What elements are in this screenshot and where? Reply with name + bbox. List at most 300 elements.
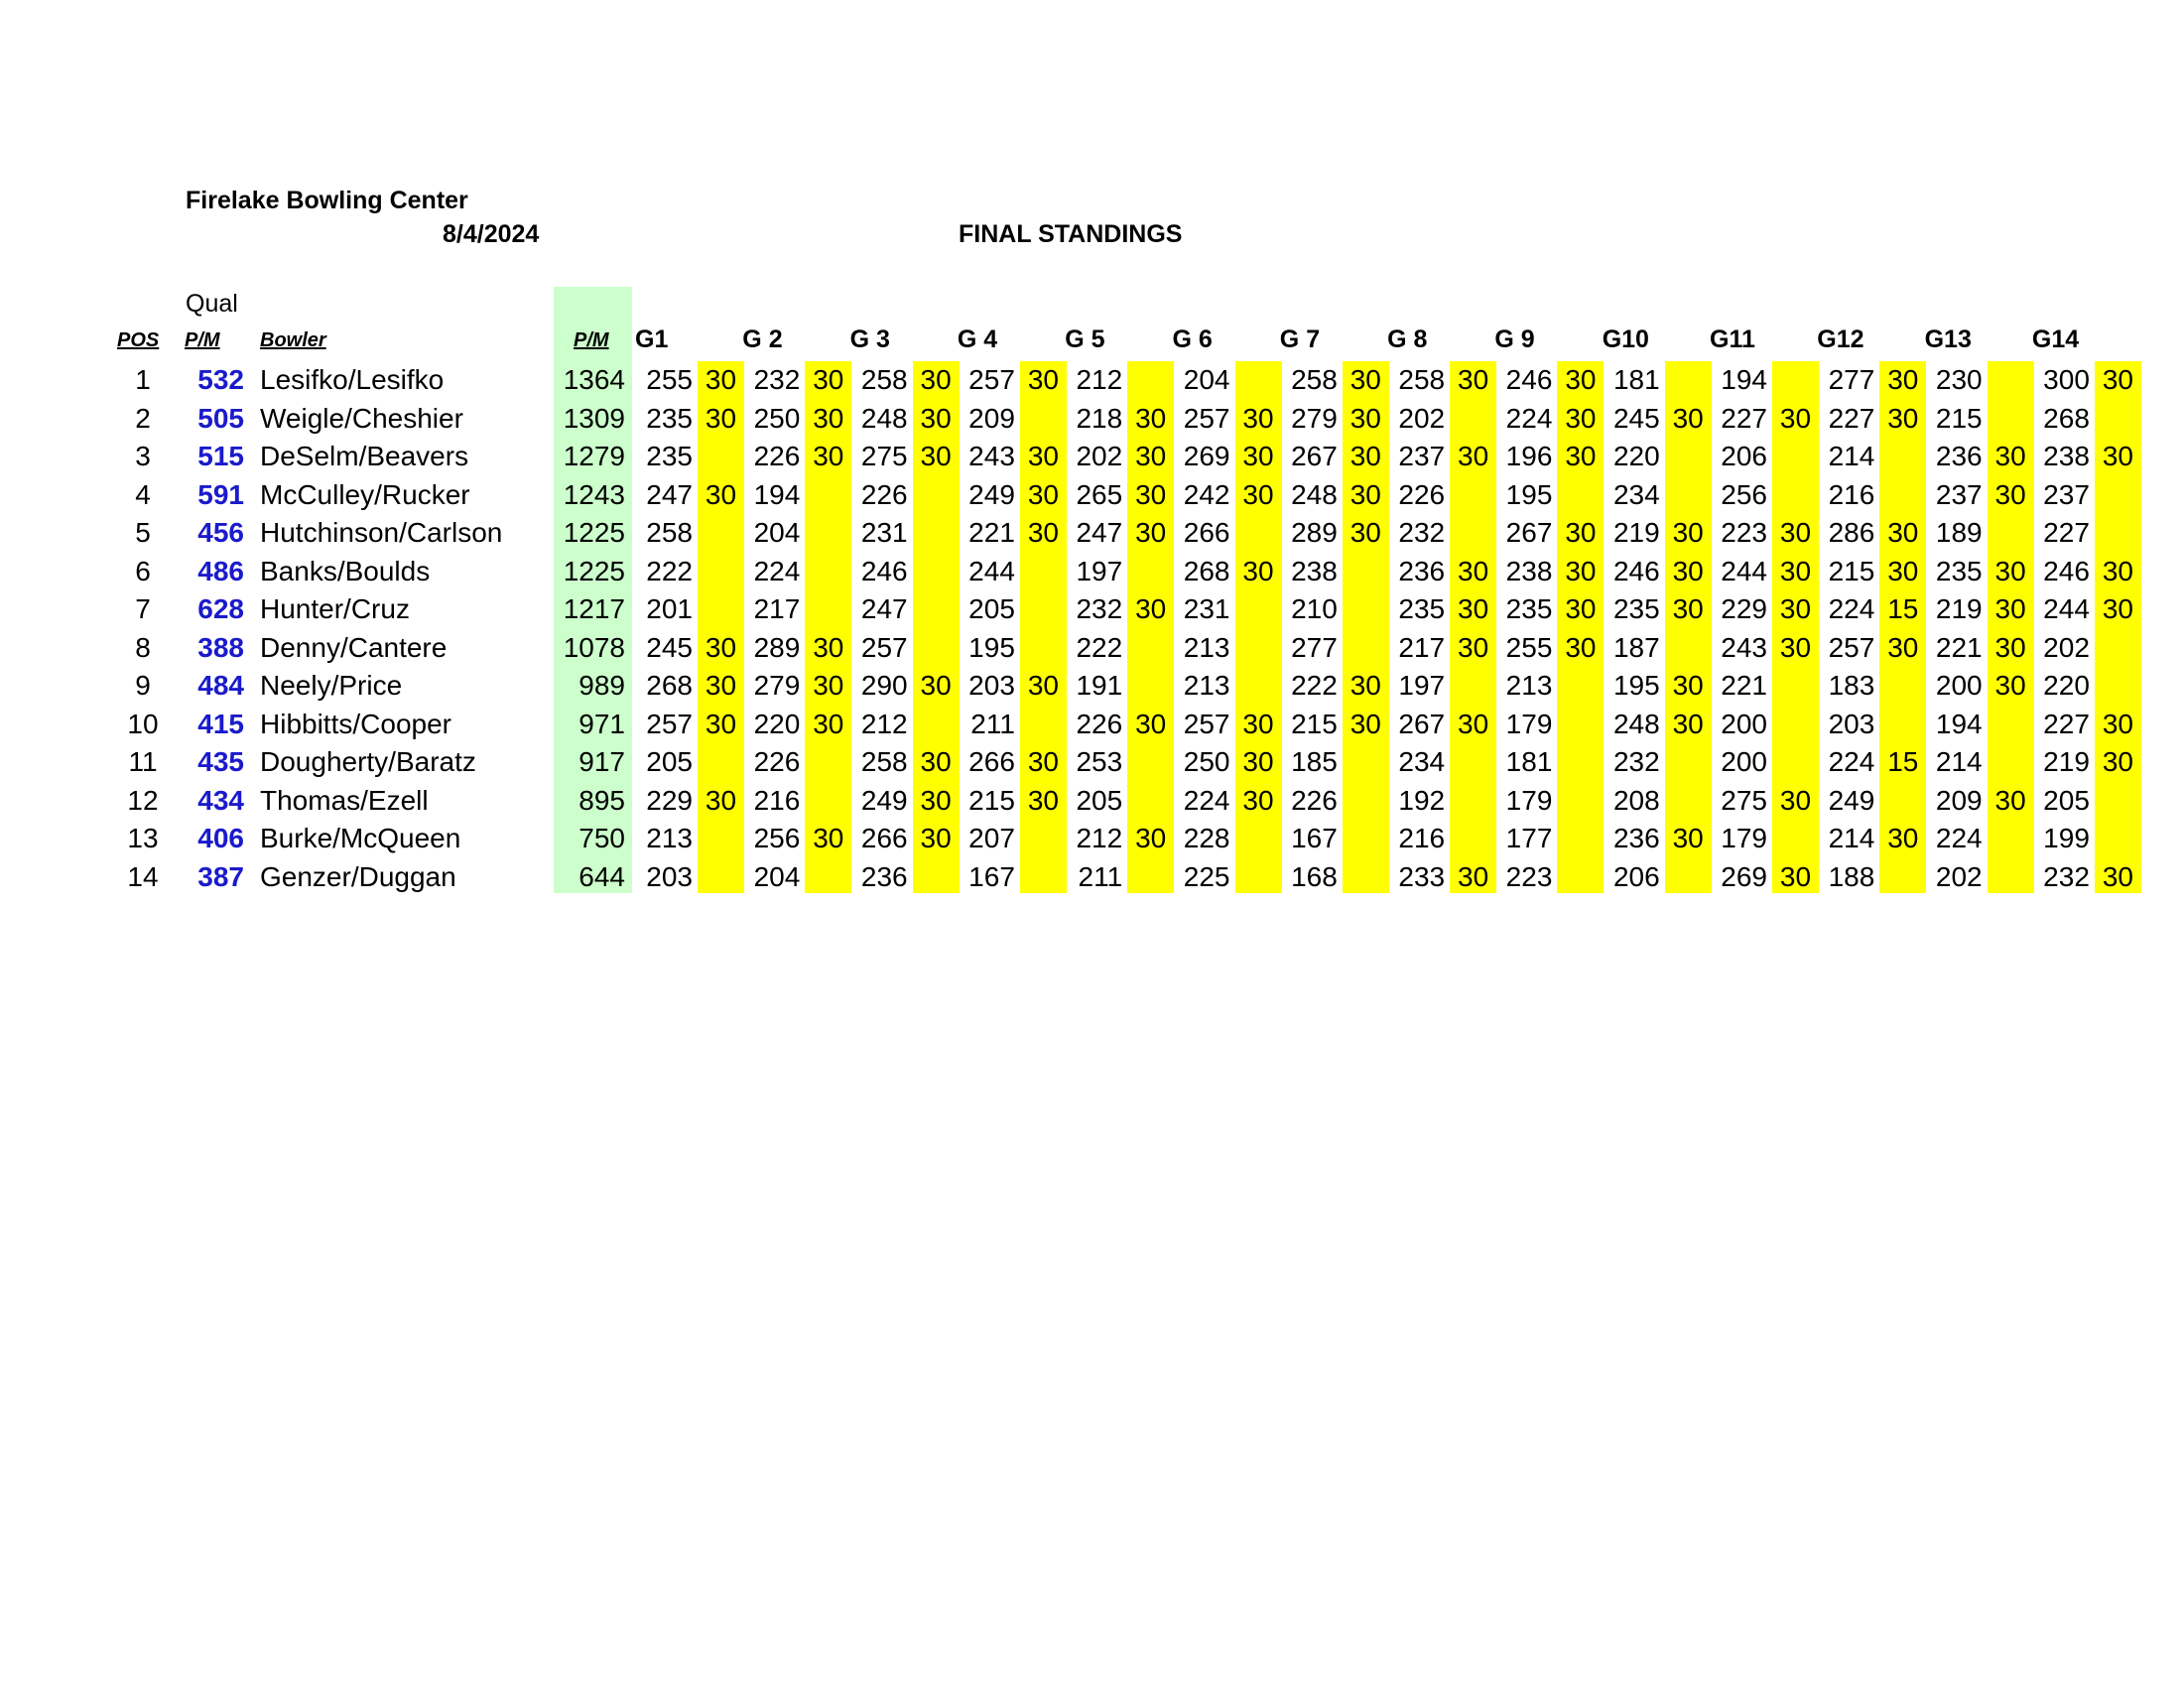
game-score: 191 [1076, 670, 1123, 701]
game-bonus: 30 [1027, 478, 1059, 510]
game-bonus: 30 [1779, 593, 1812, 624]
game-bonus: 30 [1135, 517, 1167, 548]
game-score: 267 [1505, 517, 1553, 548]
game-score: 279 [753, 670, 801, 701]
game-score: 277 [1291, 631, 1338, 663]
game-score: 185 [1291, 746, 1338, 777]
game-score: 249 [968, 478, 1015, 510]
game-score: 224 [1935, 823, 1983, 853]
row-total-pm: 1364 [563, 364, 625, 395]
game-bonus: 30 [2102, 364, 2133, 395]
game-score: 257 [968, 364, 1015, 395]
game-score: 194 [753, 478, 801, 510]
game-score: 179 [1505, 708, 1553, 739]
row-total-pm: 1309 [563, 402, 625, 434]
game-bonus: 30 [705, 364, 737, 395]
game-header: G 9 [1494, 325, 1535, 353]
game-score: 204 [753, 517, 801, 548]
game-score: 221 [968, 517, 1015, 548]
game-score: 221 [1721, 670, 1767, 701]
game-score: 234 [1612, 478, 1660, 510]
row-position: 1 [135, 364, 151, 395]
row-bowler-name: DeSelm/Beavers [260, 441, 469, 471]
game-header: G 6 [1172, 325, 1213, 353]
row-bowler-name: Weigle/Cheshier [260, 402, 463, 434]
game-score: 205 [2043, 784, 2090, 816]
game-score: 206 [1612, 860, 1660, 892]
row-bowler-name: Banks/Boulds [260, 555, 431, 586]
table-row [0, 782, 2184, 821]
table-row [0, 858, 2184, 897]
row-position: 13 [127, 823, 159, 853]
game-score: 243 [1721, 631, 1767, 663]
game-score: 224 [753, 555, 801, 586]
game-score: 213 [1183, 670, 1230, 701]
game-bonus: 30 [1458, 860, 1489, 892]
game-score: 227 [2043, 708, 2090, 739]
game-score: 249 [860, 784, 908, 816]
game-header: G 5 [1065, 325, 1105, 353]
game-score: 222 [1291, 670, 1338, 701]
game-bonus: 30 [1887, 517, 1919, 548]
game-bonus: 30 [1565, 441, 1597, 471]
game-bonus: 30 [2102, 860, 2133, 892]
game-bonus: 30 [1565, 517, 1597, 548]
game-header: G1 [635, 325, 669, 353]
game-score: 212 [1076, 364, 1123, 395]
row-bowler-name: Dougherty/Baratz [260, 746, 476, 777]
header-total-pm: P/M [574, 329, 609, 351]
game-score: 201 [646, 593, 693, 624]
game-bonus: 30 [813, 364, 844, 395]
game-score: 253 [1076, 746, 1123, 777]
row-qual-pm: 434 [197, 784, 244, 816]
row-qual-pm: 435 [197, 746, 244, 777]
header-pos: POS [117, 329, 160, 351]
table-row [0, 438, 2184, 476]
game-bonus: 30 [1242, 478, 1274, 510]
game-bonus: 30 [1349, 441, 1381, 471]
row-position: 2 [135, 402, 151, 434]
game-bonus: 30 [1242, 784, 1274, 816]
game-score: 232 [2043, 860, 2090, 892]
game-score: 228 [1183, 823, 1230, 853]
row-bowler-name: Hunter/Cruz [260, 593, 410, 624]
game-score: 181 [1505, 746, 1553, 777]
game-bonus: 30 [1994, 441, 2026, 471]
game-score: 226 [1291, 784, 1338, 816]
game-bonus: 30 [920, 823, 952, 853]
row-total-pm: 1078 [563, 631, 625, 663]
game-bonus: 30 [1242, 441, 1274, 471]
game-score: 244 [1721, 555, 1767, 586]
game-score: 226 [1076, 708, 1123, 739]
row-total-pm: 750 [578, 823, 625, 853]
game-bonus: 30 [705, 631, 737, 663]
row-position: 10 [127, 708, 159, 739]
game-score: 238 [1505, 555, 1553, 586]
game-score: 236 [1612, 823, 1660, 853]
game-score: 257 [1183, 708, 1230, 739]
game-bonus: 30 [1887, 823, 1919, 853]
game-score: 249 [1828, 784, 1875, 816]
game-score: 247 [646, 478, 693, 510]
game-bonus: 30 [1994, 784, 2026, 816]
game-score: 189 [1935, 517, 1983, 548]
header-bowler: Bowler [260, 329, 326, 351]
game-score: 257 [1183, 402, 1230, 434]
game-bonus: 30 [1779, 555, 1812, 586]
game-score: 300 [2043, 364, 2090, 395]
game-bonus: 30 [705, 670, 737, 701]
game-score: 235 [646, 402, 693, 434]
game-bonus: 30 [1779, 402, 1812, 434]
game-score: 248 [1291, 478, 1338, 510]
game-score: 289 [1291, 517, 1338, 548]
game-score: 255 [1505, 631, 1553, 663]
row-bowler-name: Thomas/Ezell [260, 784, 429, 816]
game-score: 216 [1398, 823, 1446, 853]
game-score: 225 [1183, 860, 1230, 892]
game-score: 214 [1828, 823, 1875, 853]
game-score: 257 [1828, 631, 1875, 663]
table-row [0, 706, 2184, 744]
game-score: 214 [1828, 441, 1875, 471]
game-score: 235 [1505, 593, 1553, 624]
game-score: 213 [1183, 631, 1230, 663]
game-bonus: 30 [1779, 631, 1812, 663]
game-score: 235 [1935, 555, 1983, 586]
game-bonus: 30 [1135, 708, 1167, 739]
game-bonus: 30 [1779, 784, 1812, 816]
game-score: 204 [1183, 364, 1230, 395]
game-bonus: 30 [1672, 555, 1704, 586]
game-score: 202 [1398, 402, 1446, 434]
game-score: 245 [1612, 402, 1660, 434]
game-score: 167 [1291, 823, 1338, 853]
game-bonus: 30 [1349, 708, 1381, 739]
game-header: G11 [1710, 325, 1755, 353]
row-bowler-name: Denny/Cantere [260, 631, 448, 663]
game-bonus: 30 [813, 402, 844, 434]
game-score: 236 [1935, 441, 1983, 471]
game-bonus: 30 [1887, 555, 1919, 586]
game-bonus: 30 [920, 784, 952, 816]
game-score: 256 [753, 823, 801, 853]
game-score: 250 [753, 402, 801, 434]
game-score: 257 [646, 708, 693, 739]
row-qual-pm: 515 [197, 441, 244, 471]
game-bonus: 30 [813, 823, 844, 853]
game-score: 247 [860, 593, 908, 624]
game-score: 209 [968, 402, 1015, 434]
row-position: 9 [135, 670, 151, 701]
game-score: 199 [2043, 823, 2090, 853]
row-qual-pm: 486 [197, 555, 244, 586]
game-score: 258 [860, 746, 908, 777]
game-score: 200 [1935, 670, 1983, 701]
game-score: 258 [1398, 364, 1446, 395]
game-bonus: 30 [813, 708, 844, 739]
game-score: 211 [970, 708, 1015, 739]
game-score: 187 [1612, 631, 1660, 663]
table-row [0, 629, 2184, 668]
game-score: 227 [1828, 402, 1875, 434]
game-score: 212 [860, 708, 908, 739]
game-bonus: 30 [920, 402, 952, 434]
row-bowler-name: Hibbitts/Cooper [260, 708, 451, 739]
game-score: 222 [1076, 631, 1123, 663]
game-bonus: 30 [1887, 402, 1919, 434]
game-bonus: 30 [1887, 364, 1919, 395]
game-bonus: 30 [1458, 708, 1489, 739]
game-score: 243 [968, 441, 1015, 471]
game-score: 231 [860, 517, 908, 548]
game-score: 206 [1721, 441, 1767, 471]
game-score: 238 [2043, 441, 2090, 471]
game-score: 223 [1505, 860, 1553, 892]
game-score: 244 [2043, 593, 2090, 624]
game-score: 256 [1721, 478, 1767, 510]
game-bonus: 30 [1994, 555, 2026, 586]
game-bonus: 30 [1672, 517, 1704, 548]
row-position: 6 [135, 555, 151, 586]
game-header: G12 [1817, 325, 1864, 353]
game-score: 289 [753, 631, 801, 663]
game-bonus: 30 [1565, 402, 1597, 434]
game-score: 258 [646, 517, 693, 548]
game-bonus: 30 [1027, 364, 1059, 395]
row-bowler-name: Hutchinson/Carlson [260, 517, 503, 548]
game-bonus: 30 [1779, 860, 1812, 892]
game-score: 266 [968, 746, 1015, 777]
game-score: 215 [1935, 402, 1983, 434]
game-score: 234 [1398, 746, 1446, 777]
game-bonus: 30 [1779, 517, 1812, 548]
table-row [0, 743, 2184, 782]
game-score: 235 [1612, 593, 1660, 624]
row-qual-pm: 505 [197, 402, 244, 434]
game-bonus: 30 [1672, 593, 1704, 624]
game-score: 194 [1935, 708, 1983, 739]
game-score: 244 [968, 555, 1015, 586]
game-bonus: 30 [1135, 402, 1167, 434]
game-score: 203 [646, 860, 693, 892]
game-score: 229 [646, 784, 693, 816]
game-score: 235 [1398, 593, 1446, 624]
game-bonus: 30 [1027, 517, 1059, 548]
game-score: 226 [753, 441, 801, 471]
game-score: 267 [1291, 441, 1338, 471]
game-bonus: 30 [1242, 402, 1274, 434]
game-score: 219 [2043, 746, 2090, 777]
row-position: 5 [135, 517, 151, 548]
game-bonus: 30 [1135, 823, 1167, 853]
game-score: 258 [860, 364, 908, 395]
game-bonus: 30 [1565, 555, 1597, 586]
game-score: 224 [1183, 784, 1230, 816]
event-date: 8/4/2024 [443, 220, 540, 248]
game-header: G 3 [849, 325, 890, 353]
game-score: 246 [860, 555, 908, 586]
game-score: 224 [1505, 402, 1553, 434]
game-bonus: 30 [920, 670, 952, 701]
game-score: 204 [753, 860, 801, 892]
table-row [0, 590, 2184, 629]
game-score: 226 [753, 746, 801, 777]
game-score: 205 [1076, 784, 1123, 816]
game-header: G 7 [1279, 325, 1321, 353]
game-score: 238 [1291, 555, 1338, 586]
game-score: 237 [1398, 441, 1446, 471]
game-bonus: 30 [920, 441, 952, 471]
game-bonus: 30 [1349, 670, 1381, 701]
table-row [0, 667, 2184, 706]
row-total-pm: 989 [578, 670, 625, 701]
game-score: 235 [646, 441, 693, 471]
row-bowler-name: Neely/Price [260, 670, 403, 701]
game-header: G 4 [957, 325, 998, 353]
game-score: 202 [1076, 441, 1123, 471]
game-bonus: 30 [1672, 708, 1704, 739]
game-bonus: 15 [1887, 746, 1919, 777]
game-bonus: 30 [1135, 478, 1167, 510]
game-score: 265 [1076, 478, 1123, 510]
game-bonus: 30 [813, 441, 844, 471]
game-score: 195 [1505, 478, 1553, 510]
game-header: G14 [2031, 325, 2080, 353]
game-score: 247 [1076, 517, 1123, 548]
row-total-pm: 1225 [563, 517, 625, 548]
game-score: 224 [1828, 593, 1875, 624]
game-bonus: 30 [1672, 823, 1704, 853]
game-score: 279 [1291, 402, 1338, 434]
game-bonus: 30 [1565, 364, 1597, 395]
game-score: 268 [646, 670, 693, 701]
game-score: 195 [1612, 670, 1660, 701]
game-score: 216 [1828, 478, 1875, 510]
game-bonus: 30 [1672, 402, 1704, 434]
game-score: 231 [1183, 593, 1230, 624]
game-bonus: 30 [2102, 593, 2133, 624]
game-score: 217 [753, 593, 801, 624]
game-bonus: 30 [1458, 441, 1489, 471]
game-score: 267 [1398, 708, 1446, 739]
game-bonus: 30 [1349, 517, 1381, 548]
page-title: FINAL STANDINGS [959, 220, 1183, 248]
game-bonus: 30 [705, 784, 737, 816]
game-score: 213 [646, 823, 693, 853]
game-score: 209 [1935, 784, 1983, 816]
game-score: 223 [1721, 517, 1767, 548]
game-score: 203 [1828, 708, 1875, 739]
game-bonus: 30 [705, 402, 737, 434]
game-header: G10 [1602, 325, 1649, 353]
row-qual-pm: 628 [197, 593, 244, 624]
game-score: 246 [1505, 364, 1553, 395]
game-score: 192 [1398, 784, 1446, 816]
game-score: 277 [1828, 364, 1875, 395]
game-bonus: 30 [1994, 631, 2026, 663]
game-score: 220 [2043, 670, 2090, 701]
game-score: 227 [2043, 517, 2090, 548]
game-bonus: 30 [1027, 441, 1059, 471]
game-score: 205 [646, 746, 693, 777]
game-bonus: 30 [1349, 364, 1381, 395]
game-bonus: 30 [1135, 593, 1167, 624]
row-qual-pm: 415 [197, 708, 244, 739]
game-score: 177 [1505, 823, 1553, 853]
game-score: 207 [968, 823, 1015, 853]
game-bonus: 30 [1994, 670, 2026, 701]
game-bonus: 30 [1242, 708, 1274, 739]
row-qual-pm: 484 [197, 670, 244, 701]
game-score: 290 [860, 670, 908, 701]
game-score: 226 [1398, 478, 1446, 510]
game-bonus: 30 [2102, 708, 2133, 739]
row-total-pm: 1217 [563, 593, 625, 624]
game-score: 203 [968, 670, 1015, 701]
game-score: 200 [1721, 708, 1767, 739]
game-header: G13 [1924, 325, 1972, 353]
game-bonus: 30 [1565, 631, 1597, 663]
game-bonus: 30 [1672, 670, 1704, 701]
game-score: 269 [1721, 860, 1767, 892]
game-score: 275 [860, 441, 908, 471]
game-bonus: 30 [1458, 555, 1489, 586]
game-score: 205 [968, 593, 1015, 624]
game-bonus: 30 [1027, 784, 1059, 816]
game-bonus: 30 [813, 670, 844, 701]
game-score: 266 [1183, 517, 1230, 548]
table-row [0, 400, 2184, 439]
row-qual-pm: 388 [197, 631, 244, 663]
row-total-pm: 895 [578, 784, 625, 816]
game-bonus: 30 [1458, 593, 1489, 624]
game-score: 213 [1505, 670, 1553, 701]
game-score: 211 [1078, 860, 1123, 892]
game-score: 212 [1076, 823, 1123, 853]
game-score: 286 [1828, 517, 1875, 548]
game-score: 230 [1935, 364, 1983, 395]
game-score: 218 [1076, 402, 1123, 434]
game-header: G 2 [742, 325, 783, 353]
row-position: 12 [127, 784, 159, 816]
game-bonus: 30 [1242, 746, 1274, 777]
game-score: 222 [646, 555, 693, 586]
game-bonus: 30 [705, 708, 737, 739]
game-score: 268 [2043, 402, 2090, 434]
venue-name: Firelake Bowling Center [186, 187, 468, 214]
game-score: 236 [860, 860, 908, 892]
game-bonus: 30 [920, 364, 952, 395]
row-position: 4 [135, 478, 151, 510]
qual-label: Qual [186, 290, 238, 318]
game-score: 188 [1828, 860, 1875, 892]
table-row [0, 476, 2184, 515]
game-bonus: 30 [2102, 555, 2133, 586]
row-total-pm: 1243 [563, 478, 625, 510]
game-bonus: 30 [1349, 402, 1381, 434]
game-score: 197 [1398, 670, 1446, 701]
game-score: 219 [1935, 593, 1983, 624]
game-bonus: 30 [1994, 478, 2026, 510]
row-bowler-name: McCulley/Rucker [260, 478, 470, 510]
game-bonus: 30 [705, 478, 737, 510]
game-header: G 8 [1387, 325, 1428, 353]
game-score: 181 [1612, 364, 1660, 395]
game-score: 183 [1828, 670, 1875, 701]
